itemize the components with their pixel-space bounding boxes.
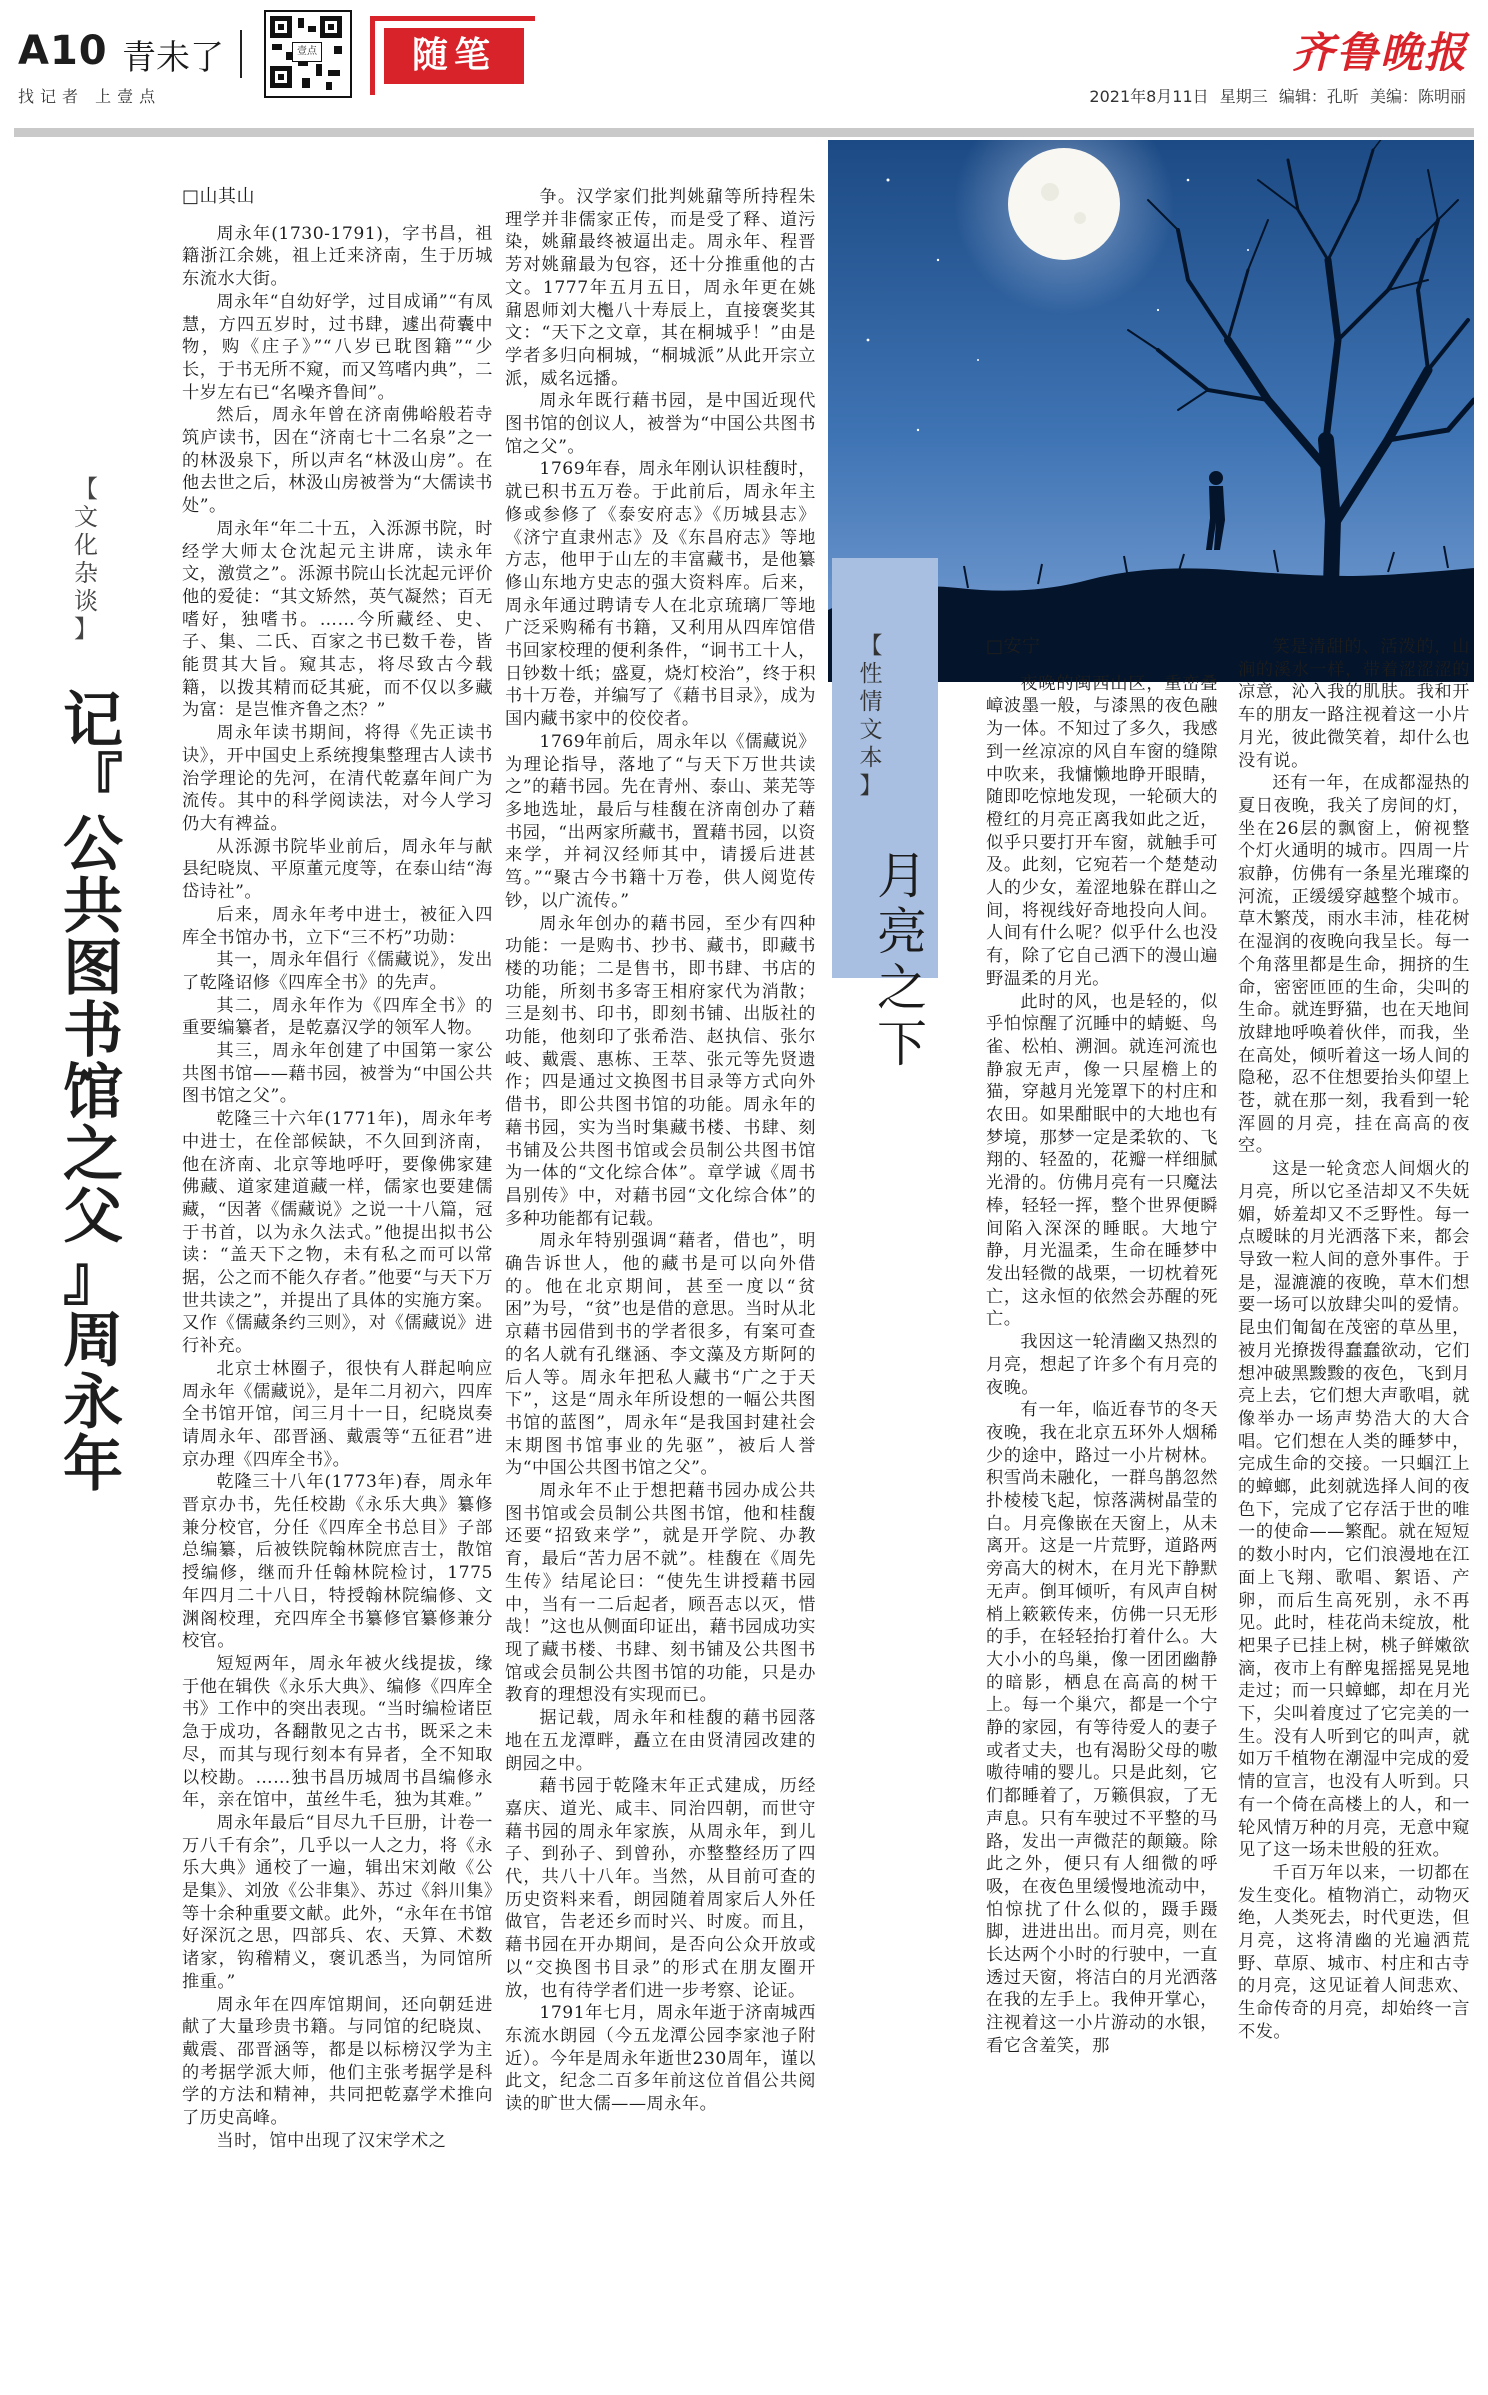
article2-category — [848, 632, 894, 800]
vertical-char: 共 — [63, 872, 123, 942]
page-number: A10 — [18, 28, 108, 74]
paragraph: 从泺源书院毕业前后，周永年与献县纪晓岚、平原董元度等，在泰山结“海岱诗社”。 — [182, 836, 493, 903]
vertical-char: 下 — [877, 1015, 927, 1073]
article2-byline: □安宁 — [986, 636, 1041, 657]
vertical-char: 文 — [74, 503, 98, 531]
full-moon — [1008, 148, 1120, 260]
paragraph: 后来，周永年考中进士，被征入四库全书馆办书，立下“三不朽”功勋： — [182, 904, 493, 948]
article2-column-1 — [986, 636, 1218, 2058]
masthead-divider — [240, 30, 242, 78]
paragraph: 周永年特别强调“藉者，借也”，明确告诉世人，他的藏书是可以向外借的。他在北京期间，甚至一度以“贫困”为号，“贫”也是借的意思。当时从北京藉书园借到书的学者很多，有案可查的名人就有孔继涵、李文藻及方斯阿的后人等。周永年把私人藏书“广之于天下”，这是“周永年所设想的一幅公共图书馆的蓝图”，周永年“是我国封建社会末期图书馆事业的先驱”，被后人誉为“中国公共图书馆之父”。 — [505, 1231, 816, 1479]
vertical-char: 父 — [63, 1182, 123, 1252]
publish-date: 2021年8月11日 — [1089, 87, 1209, 106]
paragraph: 此时的风，也是轻的，似乎怕惊醒了沉睡中的蜻蜓、鸟雀、松柏、溯洄。就连河流也静寂无声，像一只屋檐上的猫，穿越月光笼罩下的村庄和农田。如果酣眠中的大地也有梦境，那梦一定是柔软的、飞翔的、轻盈的，花瓣一样细腻光滑的。仿佛月亮有一只魔法棒，轻轻一挥，整个世界便瞬间陷入深深的睡眠。大地宁静，月光温柔，生命在睡梦中发出轻微的战栗，一切枕着死亡，这永恒的依然会苏醒的死亡。 — [986, 991, 1218, 1330]
paragraph: 千百万年以来，一切都在发生变化。植物消亡，动物灭绝，人类死去，时代更迭，但月亮，这将清幽的光遍洒荒野、草原、城市、村庄和古寺的月亮，这见证着人间悲欢、生命传奇的月亮，却始终一言不发。 — [1238, 1862, 1470, 2042]
vertical-char: 【 — [859, 633, 883, 659]
column-tag: 随笔 — [384, 28, 524, 84]
vertical-char: 周 — [63, 1306, 123, 1376]
vertical-char: 本 — [859, 745, 883, 771]
article1-title — [58, 686, 128, 1500]
article1-byline: □山其山 — [182, 186, 256, 207]
editor-credit: 编辑：孔昕 — [1278, 87, 1359, 106]
vertical-char: 年 — [63, 1430, 123, 1500]
paragraph: 我因这一轮清幽又热烈的月亮，想起了许多个有月亮的夜晚。 — [986, 1332, 1218, 1398]
masthead-rule — [14, 128, 1474, 137]
paragraph: 笑是清甜的、活泼的，山涧的溪水一样，带着涩涩涩的凉意，沁入我的肌肤。我和开车的朋友一路注视着这一小片月光，彼此微笑着，却什么也没有说。 — [1238, 637, 1470, 771]
vertical-char: 】 — [74, 615, 98, 643]
vertical-char: 月 — [877, 847, 927, 905]
paragraph: 争。汉学家们批判姚鼐等所持程朱理学并非儒家正传，而是受了释、道污染，姚鼐最终被逼出走。周永年、程晋芳对姚鼐最为包容，还十分推重他的古文。1777年五月五日，周永年更在姚鼐恩师刘大櫆八十寿辰上，直接褒奖其文：“天下之文章，其在桐城乎！”由是学者多归向桐城，“桐城派”从此开宗立派，威名远播。 — [505, 187, 816, 389]
paragraph: 北京士林圈子，很快有人群起响应周永年《儒藏说》，是年二月初六，四库全书馆开馆，闰三月十一日，纪晓岚奏请周永年、邵晋涵、戴震等“五征君”进京办理《四库全书》。 — [182, 1358, 493, 1470]
section-name: 青未了 — [122, 38, 224, 78]
article1-column-1 — [182, 186, 493, 2152]
vertical-char: 公 — [63, 810, 123, 880]
vertical-char: 永 — [63, 1368, 123, 1438]
vertical-char: 』 — [63, 1244, 123, 1314]
paragraph: 其二，周永年作为《四库全书》的重要编纂者，是乾嘉汉学的领军人物。 — [182, 995, 493, 1039]
slogan: 找记者 上壹点 — [18, 87, 162, 106]
paragraph: 周永年既行藉书园，是中国近现代图书馆的创议人，被誉为“中国公共图书馆之父”。 — [505, 391, 816, 457]
vertical-char: 书 — [63, 996, 123, 1066]
vertical-char: 文 — [859, 717, 883, 743]
paragraph: 周永年不止于想把藉书园办成公共图书馆或会员制公共图书馆，他和桂馥还要“招致来学”，就是开学院、办教育，最后“苦力居不就”。桂馥在《周先生传》结尾论曰：“使先生讲授藉书园中，当有一二后起者，顾吾志以灭，惜哉！”这也从侧面印证出，藉书园成功实现了藏书楼、书肆、刻书铺及公共图书馆或会员制公共图书馆的功能，只是办教育的理想没有实现而已。 — [505, 1481, 816, 1706]
brand-logo: 齐鲁晚报 — [1291, 28, 1468, 77]
vertical-char: 图 — [63, 934, 123, 1004]
vertical-char: 】 — [859, 773, 883, 799]
paragraph: 周永年“自幼好学，过目成诵”“有凤慧，方四五岁时，过书肆，遽出荷囊中物，购《庄子》”“八岁已耽图籍”“少长，于书无所不窥，而又笃嗜内典”，二十岁左右已“名噪齐鲁间”。 — [182, 291, 493, 403]
paragraph: 1791年七月，周永年逝于济南城西东流水朗园（今五龙潭公园李家池子附近）。今年是周永年逝世230周年，谨以此文，纪念二百多年前这位首倡公共阅读的旷世大儒——周永年。 — [505, 2003, 816, 2115]
vertical-char: 『 — [63, 748, 123, 818]
vertical-char: 杂 — [74, 559, 98, 587]
paragraph: 藉书园于乾隆末年正式建成，历经嘉庆、道光、咸丰、同治四朝，而世守藉书园的周永年家族，从周永年，到儿子、到孙子、到曾孙，亦整整经历了四代，共八十八年。当然，从目前可查的历史资料来看，朗园随着周家后人外任做官，告老还乡而时兴、时废。而且，藉书园在开办期间，是否向公众开放或以“交换图书目录”的形式在朋友圈开放，也有待学者们进一步考察、论证。 — [505, 1776, 816, 2001]
paragraph: 然后，周永年曾在济南佛峪般若寺筑庐读书，因在“济南七十二名泉”之一的林汲泉下，所以声名“林汲山房”。在他去世之后，林汲山房被誉为“大儒读书处”。 — [182, 405, 493, 517]
paragraph: 当时，馆中出现了汉宋学术之 — [216, 2130, 447, 2151]
paragraph: 1769年前后，周永年以《儒藏说》为理论指导，落地了“与天下万世共读之”的藉书园。先在青州、泰山、莱芜等多地选址，最后与桂馥在济南创办了藉书园，“出两家所藏书，置藉书园，以资来学，并祠汉经师其中，请援后进甚笃。”“聚古今书籍十万卷，供人阅览传钞，以广流传。” — [505, 731, 816, 911]
paragraph: 周永年最后“目尽九千巨册，计卷一万八千有余”，几乎以一人之力，将《永乐大典》通校了一遍，辑出宋刘敞《公是集》、刘攽《公非集》、苏过《斜川集》等十余种重要文献。此外，“永年在书馆好深沉之思，四部兵、农、天算、术数诸家，钩稽精义，褒讥悉当，为同馆所推重。” — [182, 1812, 493, 1992]
vertical-char: 性 — [859, 661, 883, 687]
paragraph: 周永年“年二十五，入泺源书院，时经学大师太仓沈起元主讲席，读永年文，激赏之”。泺源书院山长沈起元评价他的爱徒：“其文矫然，英气凝然；百无嗜好，独嗜书。……今所藏经、史、子、集、二氏、百家之书已数千卷，皆能贯其大旨。窥其志，将尽致古今载籍，以拨其精而砭其疵，而不仅以多藏为富：是岂惟齐鲁之杰？” — [182, 518, 493, 721]
paragraph: 周永年创办的藉书园，至少有四种功能：一是购书、抄书、藏书，即藏书楼的功能；二是售书，即书肆、书店的功能，所刻书多寄王相府家代为消散；三是刻书、印书，即刻书铺、出版社的功能，他刻印了张希浩、赵执信、张尔岐、戴震、惠栋、王萃、张元等先贤遗作；四是通过文换图书目录等方式向外借书，即公共图书馆的功能。周永年的藉书园，实为当时集藏书楼、书肆、刻书铺及公共图书馆或会员制公共图书馆为一体的“文化综合体”。章学诚《周书昌别传》中，对藉书园“文化综合体”的多种功能都有记载。 — [505, 913, 816, 1229]
designer-credit: 美编：陈明丽 — [1369, 87, 1466, 106]
paragraph: 有一年，临近春节的冬天夜晚，我在北京五环外人烟稀少的途中，路过一小片树林。积雪尚未融化，一群鸟鹊忽然扑棱棱飞起，惊落满树晶莹的白。月亮像嵌在天窗上，从未离开。这是一片荒野，道路两旁高大的树木，在月光下静默无声。倒耳倾听，有风声自树梢上簌簌传来，仿佛一只无形的手，在轻轻抬打着什么。大大小小的鸟巢，像一团团幽静的暗影，栖息在高高的树干上。每一个巢穴，都是一个宁静的家园，有等待爱人的妻子或者丈夫，也有渴盼父母的嗷嗷待哺的婴儿。只是此刻，它们都睡着了，万籁俱寂，了无声息。只有车驶过不平整的马路，发出一声微茫的颠簸。除此之外，便只有人细微的呼吸，在夜色里缓慢地流动中，怕惊扰了什么似的，蹑手蹑脚，进进出出。而月亮，则在长达两个小时的行驶中，一直透过天窗，将洁白的月光洒落在我的左手上。我伸开掌心，注视着这一小片游动的水银，看它含羞笑，那 — [986, 1400, 1218, 2056]
paragraph: 短短两年，周永年被火线提拔，缘于他在辑佚《永乐大典》、编修《四库全书》工作中的突出表现。“当时编检诸臣急于成功，各翻散见之古书，既采之未尽，而其与现行刻本有异者，全不知取以校勘。……独书昌历城周书昌编修永年，亲在馆中，茧丝牛毛，独为其难。” — [182, 1654, 493, 1811]
paragraph: 还有一年，在成都湿热的夏日夜晚，我关了房间的灯，坐在26层的飘窗上，俯视整个灯火通明的城市。四周一片寂静，仿佛有一条星光璀璨的河流，正缓缓穿越整个城市。草木繁茂，雨水丰沛，桂花树在湿润的夜晚向我呈长。每一个角落里都是生命，拥挤的生命，密密匝匝的生命，尖叫的生命。就连野猫，也在天地间放肆地呼唤着伙伴，而我，坐在高处，倾听着这一场人间的隐秘，忍不住想要抬头仰望上苍，就在那一刻，我看到一轮浑圆的月亮，挂在高高的夜空。 — [1238, 773, 1470, 1157]
paragraph: 乾隆三十八年(1773年)春，周永年晋京办书，先任校勘《永乐大典》纂修兼分校官，分任《四库全书总目》子部总编纂，后被铁院翰林院庶吉士，散馆授编修，继而升任翰林院检讨，1775年四月二十八日，特授翰林院编修、文渊阁校理，充四库全书纂修官纂修兼分校官。 — [182, 1472, 493, 1652]
article1-column-2 — [505, 186, 816, 2116]
qr-label: 壹点 — [292, 42, 322, 62]
paragraph: 其一，周永年倡行《儒藏说》，发出了乾隆诏修《四库全书》的先声。 — [182, 950, 493, 993]
vertical-char: 馆 — [63, 1058, 123, 1128]
paragraph: 周永年读书期间，将得《先正读书诀》，开中国史上系统搜集整理古人读书治学理论的先河，在清代乾嘉年间广为流传。其中的科学阅读法，对今人学习仍大有裨益。 — [182, 723, 493, 834]
vertical-char: 【 — [74, 475, 98, 503]
article2-title — [872, 848, 932, 1072]
vertical-char: 情 — [859, 689, 883, 715]
dateline — [1089, 84, 1466, 107]
paragraph: 据记载，周永年和桂馥的藉书园落地在五龙潭畔，矗立在由贤清园改建的朗园之中。 — [505, 1708, 816, 1774]
paragraph: 这是一轮贪恋人间烟火的月亮，所以它圣洁却又不失妩媚，娇羞却又不乏野性。每一点暧昧的月光洒落下来，都会导致一粒人间的意外事件。于是，湿漉漉的夜晚，草木们想要一场可以放肆尖叫的爱情。昆虫们匍匐在茂密的草丛里，被月光撩拨得蠢蠢欲动，它们想冲破黑黢黢的夜色，飞到月亮上去，它们想大声歌唱，就像举办一场声势浩大的大合唱。它们想在人类的睡梦中，完成生命的交接。一只蝈江上的蟑螂，此刻就选择人间的夜色下，完成了它存活于世的唯一的使命——繁配。就在短短的数小时内，它们浪漫地在江面上飞翔、歌唱、絮语、产卵，而后生高死别，永不再见。此时，桂花尚未绽放，枇杷果子已挂上树，桃子鲜嫩欲滴，夜市上有醉鬼摇摇晃晃地走过；而一只蟑螂，却在月光下，尖叫着度过了它完美的一生。没有人听到它的叫声，就如万千植物在潮湿中完成的爱情的宣言，也没有人听到。只有一个倚在高楼上的人，和一轮风情万种的月亮，无意中窥见了这一场未世般的狂欢。 — [1238, 1159, 1470, 1861]
vertical-char: 之 — [877, 959, 927, 1017]
vertical-char: 之 — [63, 1120, 123, 1190]
paragraph: 乾隆三十六年(1771年)，周永年考中进士，在佺部候缺，不久回到济南，他在济南、北京等地呼吁，要像佛家建佛藏、道家建道藏一样，儒家也要建儒藏，“因著《儒藏说》之说一十八篇，冠于书首，以为永久法式。”他提出拟书公读：“盖天下之物，未有私之而可以常据，公之而不能久存者。”他要“与天下万世共读之”，并提出了具体的实施方案。又作《儒藏条约三则》，对《儒藏说》进行补充。 — [182, 1109, 493, 1357]
article1-category — [60, 475, 112, 643]
vertical-char: 记 — [63, 686, 123, 756]
paragraph: 其三，周永年创建了中国第一家公共图书馆——藉书园，被誉为“中国公共图书馆之父”。 — [182, 1041, 493, 1107]
paragraph: 夜晚的闽西山区，重峦叠嶂波墨一般，与漆黑的夜色融为一体。不知过了多久，我感到一丝凉凉的风自车窗的缝隙中吹来，我慵懒地睁开眼睛，随即吃惊地发现，一轮硕大的橙红的月亮正离我如此之近，似乎只要打开车窗，就触手可及。此刻，它宛若一个楚楚动人的少女，羞涩地躲在群山之间，将视线好奇地投向人间。人间有什么呢？似乎什么也没有，除了它自己洒下的漫山遍野温柔的月光。 — [986, 673, 1218, 989]
paragraph: 1769年春，周永年刚认识桂馥时，就已积书五万卷。于此前后，周永年主修或参修了《泰安府志》《历城县志》《济宁直隶州志》及《东昌府志》等地方志，他甲于山左的丰富藏书，是他纂修山东地方史志的强大资料库。后来，周永年通过聘请专人在北京琉璃厂等地广泛采购稀有书籍，又利用从四库馆借书回家校理的便利条件，“诇书工十人，日钞数十纸；盛夏，烧灯校治”，终于积书十万卷，并编写了《藉书目录》，成为国内藏书家中的佼佼者。 — [505, 459, 816, 730]
vertical-char: 化 — [74, 531, 98, 559]
vertical-char: 亮 — [877, 903, 927, 961]
vertical-char: 谈 — [74, 587, 98, 615]
qr-code[interactable] — [264, 10, 352, 98]
weekday: 星期三 — [1219, 87, 1268, 106]
paragraph: 周永年(1730-1791)，字书昌，祖籍浙江余姚，祖上迁来济南，生于历城东流水大街。 — [182, 223, 493, 290]
paragraph: 周永年在四库馆期间，还向朝廷进献了大量珍贵书籍。与同馆的纪晓岚、戴震、邵晋涵等，都是以标榜汉学为主的考据学派大师，他们主张考据学是科学的方法和精神，共同把乾嘉学术推向了历史高峰。 — [182, 1994, 493, 2129]
article2-column-2 — [1238, 636, 1470, 2044]
